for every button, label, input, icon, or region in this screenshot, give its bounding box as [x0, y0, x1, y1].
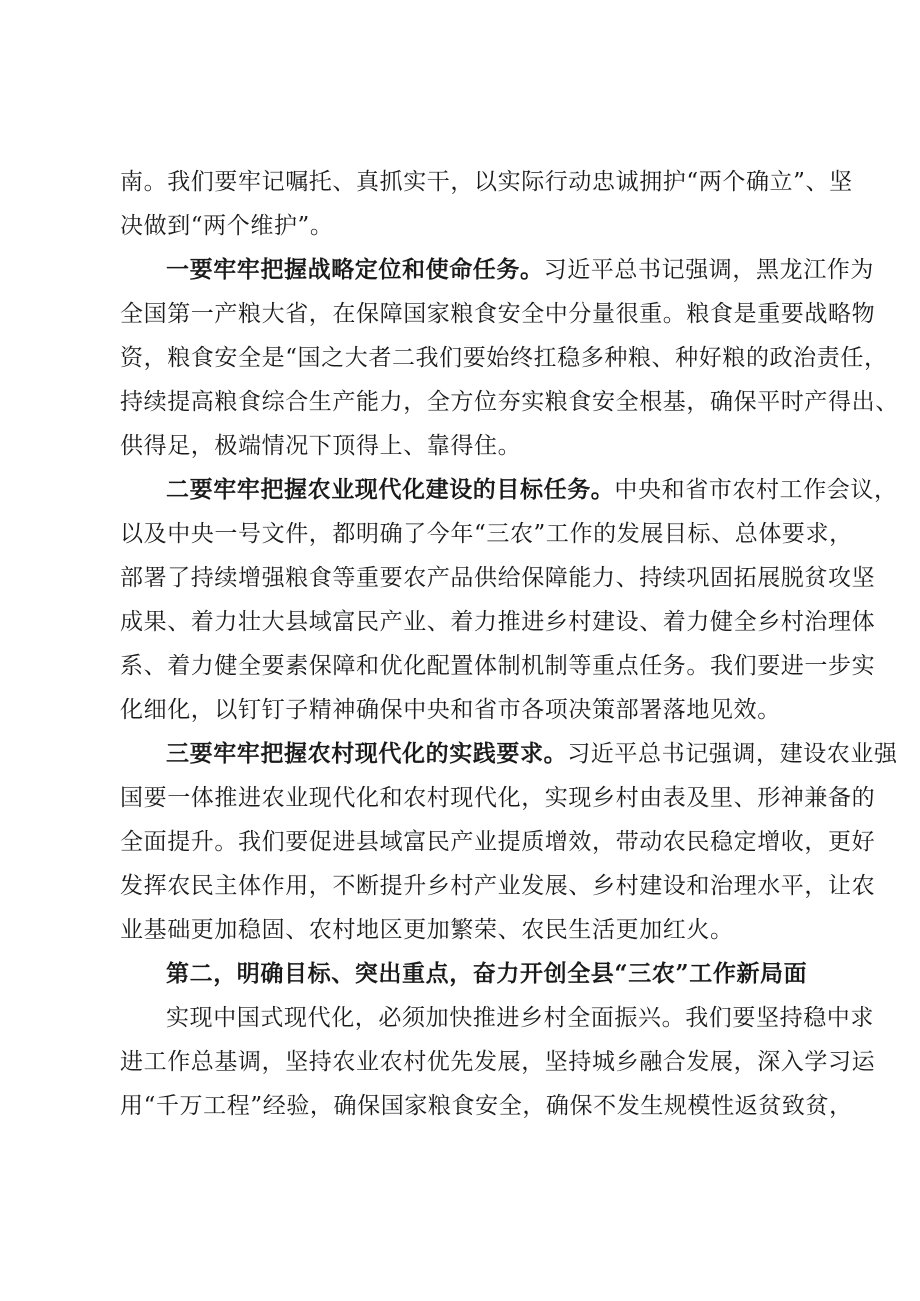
paragraph-line: 成果、着力壮大县域富民产业、着力推进乡村建设、着力健全乡村治理体: [120, 609, 876, 635]
paragraph-line: 全面提升。我们要促进县域富民产业提质增效，带动农民稳定增收，更好: [120, 829, 876, 855]
paragraph-text: 中央和省市农村工作会议，: [614, 477, 898, 503]
paragraph-line: 国要一体推进农业现代化和农村现代化，实现乡村由表及里、形神兼备的: [120, 785, 876, 811]
paragraph-line: 以及中央一号文件，都明确了今年“三农”工作的发展目标、总体要求，: [120, 521, 853, 547]
paragraph-line: 化细化，以钉钉子精神确保中央和省市各项决策部署落地见效。: [120, 697, 781, 723]
paragraph-line: 用“千万工程”经验，确保国家粮食安全，确保不发生规模性返贫致贫，: [120, 1093, 853, 1119]
paragraph-text: 习近平总书记强调，黑龙江作为: [543, 257, 875, 283]
paragraph-line: 持续提高粮食综合生产能力，全方位夯实粮食安全根基，确保平时产得出、: [120, 389, 899, 415]
point-heading: 二要牢牢把握农业现代化建设的目标任务。: [166, 476, 615, 503]
paragraph-text: 习近平总书记强调，建设农业强: [567, 741, 898, 767]
point-heading: 三要牢牢把握农村现代化的实践要求。: [166, 740, 568, 767]
section-heading: 第二，明确目标、突出重点，奋力开创全县“三农”工作新局面: [166, 960, 808, 987]
paragraph-line: 决做到“两个维护”。: [120, 213, 334, 239]
paragraph-line: 系、着力健全要素保障和优化配置体制机制等重点任务。我们要进一步实: [120, 653, 876, 679]
paragraph-line: 全国第一产粮大省，在保障国家粮食安全中分量很重。粮食是重要战略物: [120, 301, 876, 327]
point-heading: 一要牢牢把握战略定位和使命任务。: [166, 256, 544, 283]
paragraph-first-line: 实现中国式现代化，必须加快推进乡村全面振兴。我们要坚持稳中求: [166, 1005, 874, 1031]
paragraph-first-line: [120, 468, 898, 512]
document-page: [120, 160, 899, 1128]
paragraph-line: 部署了持续增强粮食等重要农产品供给保障能力、持续巩固拓展脱贫攻坚: [120, 565, 876, 591]
paragraph-line: 供得足，极端情况下顶得上、靠得住。: [120, 433, 522, 459]
paragraph-line: 资，粮食安全是“国之大者二我们要始终扛稳多种粮、种好粮的政治责任，: [120, 345, 888, 371]
paragraph-first-line: [120, 732, 898, 776]
paragraph-first-line: [120, 248, 875, 292]
paragraph-line: 进工作总基调，坚持农业农村优先发展，坚持城乡融合发展，深入学习运: [120, 1049, 876, 1075]
paragraph-line: 南。我们要牢记嘱托、真抓实干，以实际行动忠诚拥护“两个确立”、坚: [120, 169, 853, 195]
paragraph-line: 业基础更加稳固、农村地区更加繁荣、农民生活更加红火。: [120, 917, 734, 943]
paragraph-line: 发挥农民主体作用，不断提升乡村产业发展、乡村建设和治理水平，让农: [120, 873, 876, 899]
